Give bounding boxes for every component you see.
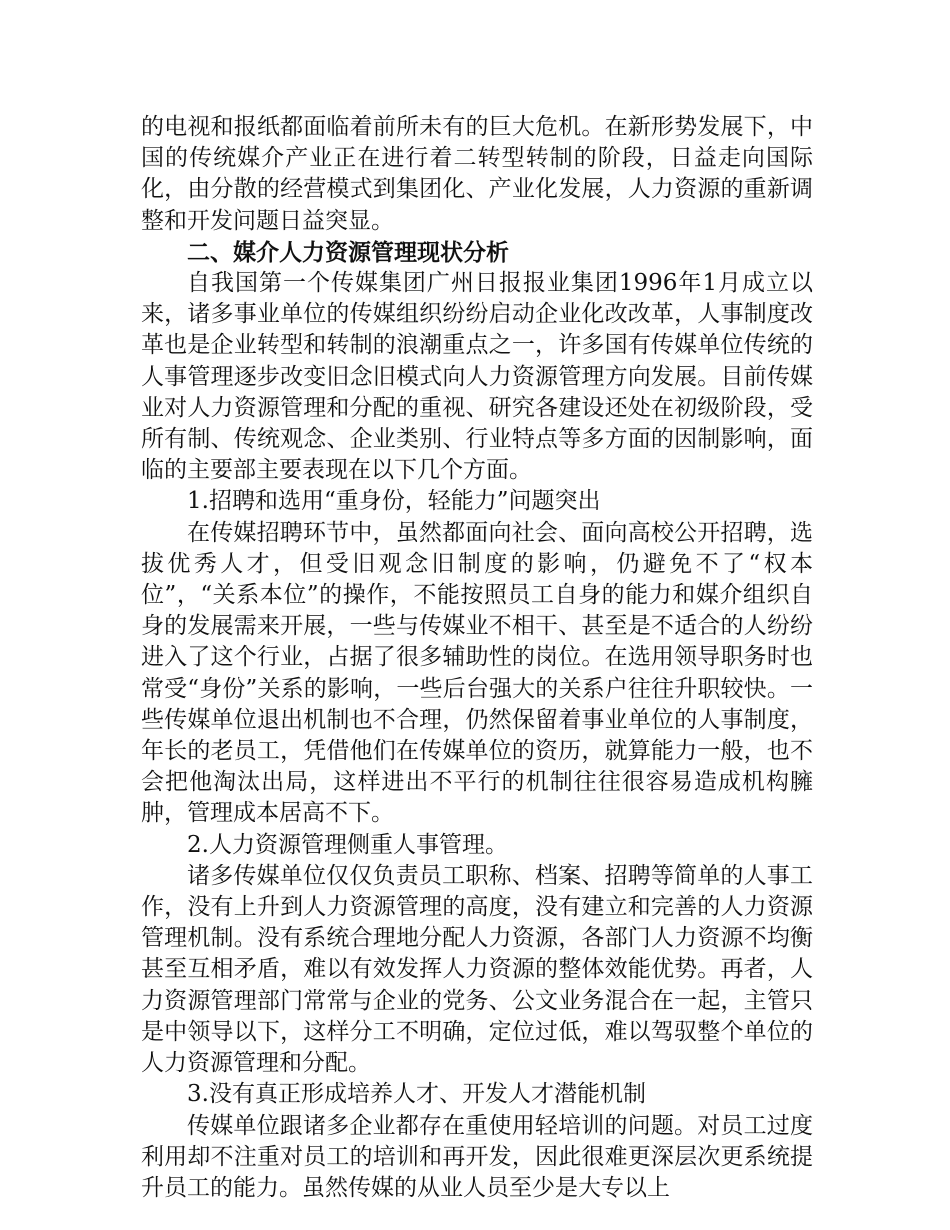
- body-paragraph: 的电视和报纸都面临着前所未有的巨大危机。在新形势发展下，中国的传统媒介产业正在进行着二转型转制的阶段，日益走向国际化，由分散的经营模式到集团化、产业化发展，人力资源的重新调整和开发问题日益突显。: [141, 114, 813, 234]
- body-paragraph: 传媒单位跟诸多企业都存在重使用轻培训的问题。对员工过度利用却不注重对员工的培训和再开发，因此很难更深层次更系统提升员工的能力。虽然传媒的从业人员至少是大专以上: [141, 1112, 813, 1201]
- subsection-heading: 1.招聘和选用“重身份，轻能力”问题突出: [187, 488, 601, 515]
- body-paragraph: 自我国第一个传媒集团广州日报报业集团1996年1月成立以来，诸多事业单位的传媒组织纷纷启动企业化改改革，人事制度改革也是企业转型和转制的浪潮重点之一，许多国有传媒单位传统的人事管理逐步改变旧念旧模式向人力资源管理方向发展。目前传媒业对人力资源管理和分配的重视、研究各建设还处在初级阶段，受所有制、传统观念、企业类别、行业特点等多方面的因制影响，面临的主要部主要表现在以下几个方面。: [141, 270, 813, 484]
- document-page: [141, 112, 813, 1204]
- body-paragraph: 诸多传媒单位仅仅负责员工职称、档案、招聘等简单的人事工作，没有上升到人力资源管理的高度，没有建立和完善的人力资源管理机制。没有系统合理地分配人力资源，各部门人力资源不均衡甚至互相矛盾，难以有效发挥人力资源的整体效能优势。再者，人力资源管理部门常常与企业的党务、公文业务混合在一起，主管只是中领导以下，这样分工不明确，定位过低，难以驾驭整个单位的人力资源管理和分配。: [141, 862, 813, 1077]
- body-paragraph: 在传媒招聘环节中，虽然都面向社会、面向高校公开招聘，选拔优秀人才，但受旧观念旧制度的影响，仍避免不了“权本位”，“关系本位”的操作，不能按照员工自身的能力和媒介组织自身的发展需来开展，一些与传媒业不相干、甚至是不适合的人纷纷进入了这个行业，占据了很多辅助性的岗位。在选用领导职务时也常受“身份”关系的影响，一些后台强大的关系户往往升职较快。一些传媒单位退出机制也不合理，仍然保留着事业单位的人事制度，年长的老员工，凭借他们在传媒单位的资历，就算能力一般，也不会把他淘汰出局，这样进出不平行的机制往往很容易造成机构臃肿，管理成本居高不下。: [141, 519, 813, 827]
- section-heading: 二、媒介人力资源管理现状分析: [187, 238, 509, 266]
- subsection-heading: 3.没有真正形成培养人才、开发人才潜能机制: [187, 1081, 646, 1108]
- subsection-heading: 2.人力资源管理侧重人事管理。: [187, 831, 508, 858]
